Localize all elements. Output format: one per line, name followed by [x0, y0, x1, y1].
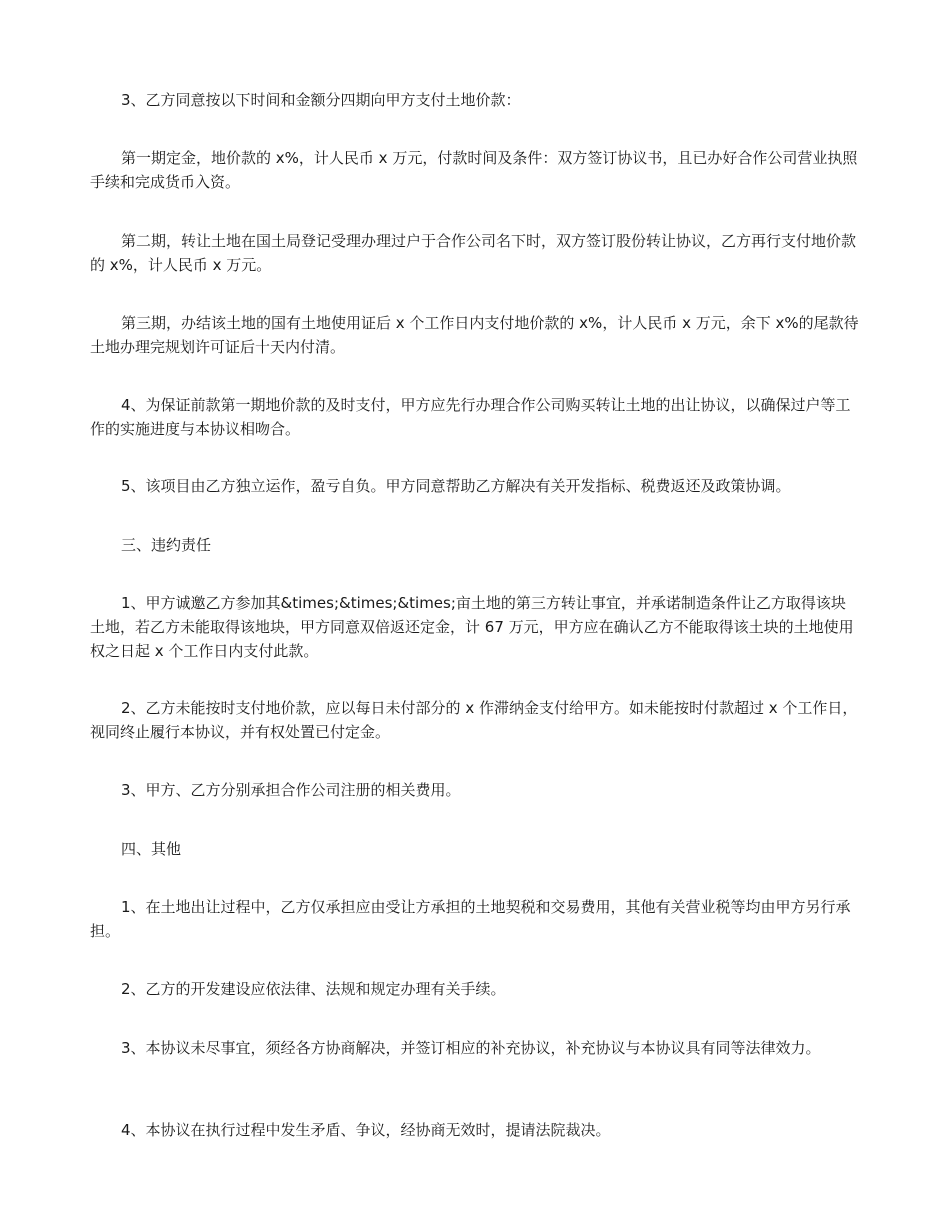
section-heading-other: 四、其他 — [121, 840, 182, 858]
paragraph-other-3: 3、本协议未尽事宜，须经各方协商解决，并签订相应的补充协议，补充协议与本协议具有同等法律效力。 — [121, 1039, 821, 1057]
paragraph-third-installment: 第三期，办结该土地的国有土地使用证后 x 个工作日内支付地价款的 x%，计人民币 x 万元，余下 x%的尾款待土地办理完规划许可证后十天内付清。 — [90, 314, 859, 356]
paragraph-clause-4: 4、为保证前款第一期地价款的及时支付，甲方应先行办理合作公司购买转让土地的出让协议，以确保过户等工作的实施进度与本协议相吻合。 — [90, 396, 851, 438]
paragraph-breach-3: 3、甲方、乙方分别承担合作公司注册的相关费用。 — [121, 781, 461, 799]
paragraph-other-2: 2、乙方的开发建设应依法律、法规和规定办理有关手续。 — [121, 980, 506, 998]
paragraph-payment-schedule: 3、乙方同意按以下时间和金额分四期向甲方支付土地价款： — [121, 91, 521, 109]
paragraph-first-installment: 第一期定金，地价款的 x%，计人民币 x 万元，付款时间及条件：双方签订协议书，且已办好合作公司营业执照手续和完成货币入资。 — [90, 149, 858, 191]
paragraph-other-1: 1、在土地出让过程中，乙方仅承担应由受让方承担的土地契税和交易费用，其他有关营业税等均由甲方另行承担。 — [90, 898, 851, 940]
paragraph-other-4: 4、本协议在执行过程中发生矛盾、争议，经协商无效时，提请法院裁决。 — [121, 1121, 611, 1139]
section-heading-breach: 三、违约责任 — [121, 536, 212, 554]
paragraph-breach-1: 1、甲方诚邀乙方参加其&times;&times;&times;亩土地的第三方转让事宜，并承诺制造条件让乙方取得该块土地，若乙方未能取得该地块，甲方同意双倍返还定金，计 67 万元，甲方应在确认乙方不能取得该土块的土地使用权之日起 x 个工作日内支付此款。 — [90, 594, 854, 660]
paragraph-second-installment: 第二期，转让土地在国土局登记受理办理过户于合作公司名下时，双方签订股份转让协议，乙方再行支付地价款的 x%，计人民币 x 万元。 — [90, 232, 857, 274]
paragraph-clause-5: 5、该项目由乙方独立运作，盈亏自负。甲方同意帮助乙方解决有关开发指标、税费返还及政策协调。 — [121, 477, 791, 495]
paragraph-breach-2: 2、乙方未能按时支付地价款，应以每日未付部分的 x 作滞纳金支付给甲方。如未能按时付款超过 x 个工作日，视同终止履行本协议，并有权处置已付定金。 — [90, 699, 858, 741]
